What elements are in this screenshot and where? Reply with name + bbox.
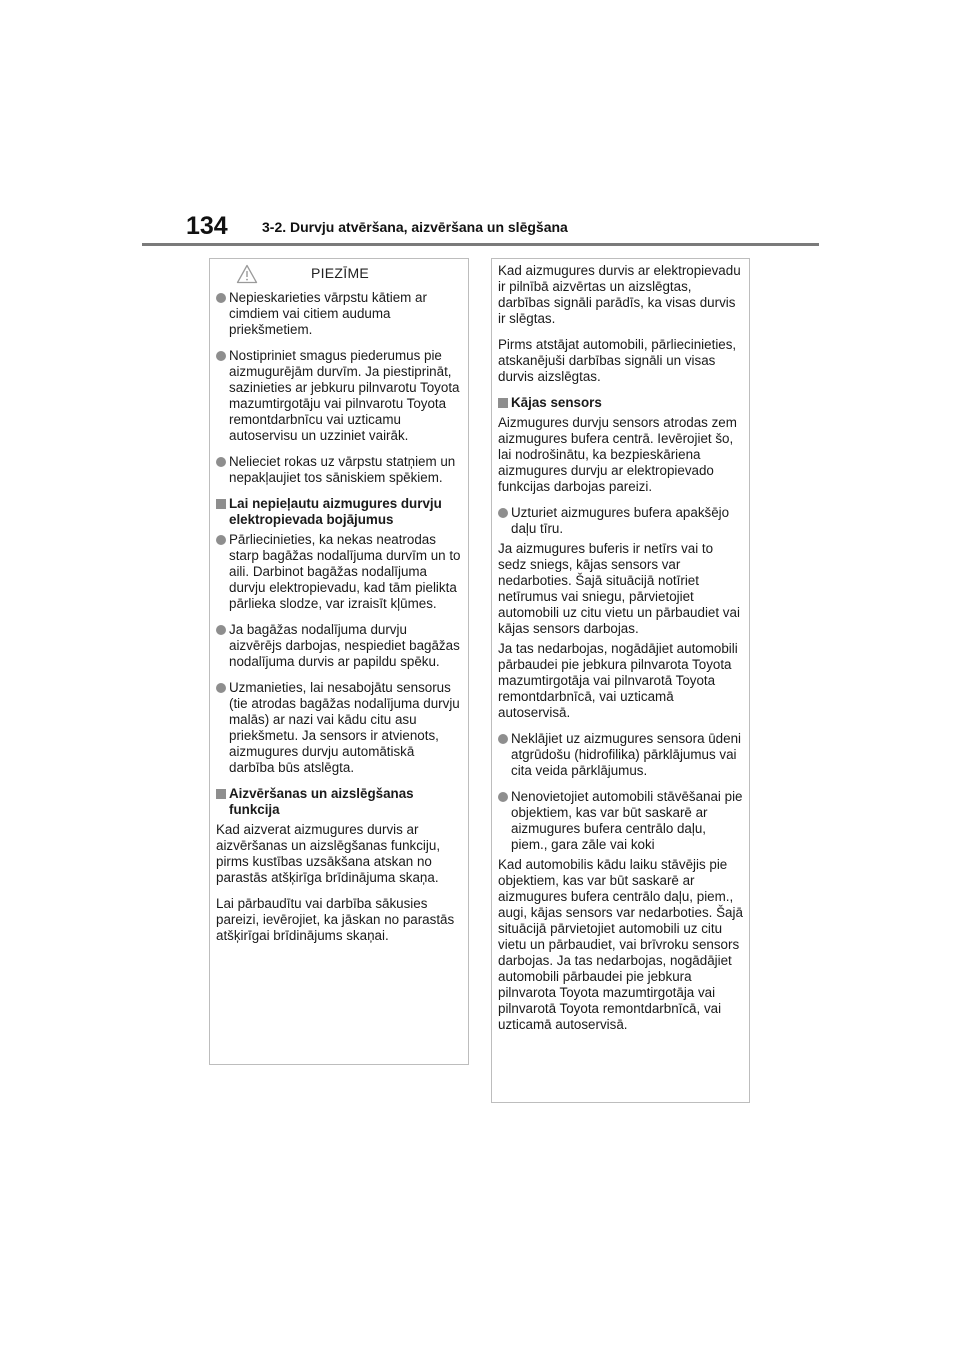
section-title: 3-2. Durvju atvēršana, aizvēršana un slēgšana xyxy=(262,219,568,235)
list-item-text: Neklājiet uz aizmugures sensora ūdeni atgrūdošu (hidrofilika) pārklājumus vai cita veida pārklājumus. xyxy=(511,731,741,778)
list-item-text: Ja bagāžas nodalījuma durvju aizvērējs darbojas, nespiediet bagāžas nodalījuma durvis ar papildu spēku. xyxy=(229,622,460,669)
bullet-square-icon xyxy=(498,398,508,408)
list-item xyxy=(216,680,462,776)
bullet-square-icon xyxy=(216,499,226,509)
bullet-dot-icon xyxy=(498,792,508,802)
bullet-dot-icon xyxy=(498,508,508,518)
subsection-heading-text: Aizvēršanas un aizslēgšanas funkcija xyxy=(229,786,414,817)
list-item xyxy=(216,348,462,444)
list-item-text: Pārliecinieties, ka nekas neatrodas starp bagāžas nodalījuma durvīm un to aili. Darbinot bagāžas nodalījuma durvju elektropievadu, kad tām pielikta pārlieka slodze, var izraisīt kļūmes. xyxy=(229,532,461,611)
subsection-heading xyxy=(498,395,743,411)
list-item-text: Uzmanieties, lai nesabojātu sensorus (tie atrodas bagāžas nodalījuma durvju malās) ar nazi vai kādu citu asu priekšmetu. Ja sensors ir atvienots, aizmugures durvju automātiskā darbība būs atslēgta. xyxy=(229,680,460,775)
subsection-heading xyxy=(216,786,462,818)
notice-box-right xyxy=(491,258,750,1103)
list-item xyxy=(498,789,743,853)
list-item-text: Nepieskarieties vārpstu kātiem ar cimdiem vai citiem auduma priekšmetiem. xyxy=(229,290,427,337)
bullet-square-icon xyxy=(216,789,226,799)
bullet-dot-icon xyxy=(216,535,226,545)
list-item xyxy=(498,505,743,537)
paragraph: Lai pārbaudītu vai darbība sākusies pareizi, ievērojiet, ka jāskan no parastās atšķirīgai brīdinājums skaņai. xyxy=(216,896,455,943)
list-item xyxy=(216,532,462,612)
notice-heading xyxy=(222,262,458,284)
notice-label: PIEZĪME xyxy=(310,265,370,281)
page-number: 134 xyxy=(186,212,228,240)
list-item xyxy=(216,454,462,486)
subsection-heading-text: Kājas sensors xyxy=(511,395,602,410)
list-item-text: Uzturiet aizmugures bufera apakšējo daļu tīru. xyxy=(511,505,730,536)
list-item-text: Nelieciet rokas uz vārpstu statņiem un nepakļaujiet tos sāniskiem spēkiem. xyxy=(229,454,456,485)
header-rule xyxy=(142,243,819,246)
paragraph: Ja tas nedarbojas, nogādājiet automobili pārbaudei pie jebkura pilnvarota Toyota mazumtirgotāja vai pilnvarotā Toyota remontdarbnīcā, vai uzticamā autoservisā. xyxy=(498,641,738,720)
bullet-dot-icon xyxy=(216,683,226,693)
list-item xyxy=(216,290,462,338)
list-item xyxy=(498,731,743,779)
paragraph: Kad aizverat aizmugures durvis ar aizvēršanas un aizslēgšanas funkciju, pirms kustības uzsākšana atskan no parastās atšķirīga brīdinājuma skaņa. xyxy=(216,822,441,885)
list-item-text: Nenovietojiet automobili stāvēšanai pie objektiem, kas var būt saskarē ar aizmugures bufera centrālo daļu, piem., gara zāle vai koki xyxy=(511,789,743,852)
subsection-heading-text: Lai nepieļautu aizmugures durvju elektropievada bojājumus xyxy=(229,496,442,527)
paragraph: Aizmugures durvju sensors atrodas zem aizmugures bufera centrā. Ievērojiet šo, lai nodrošinātu, ka bezpieskāriena aizmugures durvju ar elektropievado funkcijas darbojas pareizi. xyxy=(498,415,737,494)
notice-box-left xyxy=(209,258,469,1065)
paragraph: Kad automobilis kādu laiku stāvējis pie objektiem, kas var būt saskarē ar aizmugures bufera centrālo daļu, piem., augi, kājas sensors var nedarboties. Šajā situācijā pārvietojiet automobili uz citu vietu un pārbaudiet, vai brīvroku sensors darbojas. Ja tas nedarbojas, nogādājiet automobili pārbaudei pie jebkura pilnvarota Toyota mazumtirgotāja vai pilnvarotā Toyota remontdarbnīcā, vai uzticamā autoservisā. xyxy=(498,857,743,1032)
bullet-dot-icon xyxy=(216,625,226,635)
bullet-dot-icon xyxy=(216,351,226,361)
paragraph: Ja aizmugures buferis ir netīrs vai to sedz sniegs, kājas sensors var nedarboties. Šajā situācijā notīriet netīrumus vai sniegu, pārvietojiet automobili uz citu vietu un pārbaudiet vai kājas sensors darbojas. xyxy=(498,541,740,636)
subsection-heading xyxy=(216,496,462,528)
bullet-dot-icon xyxy=(216,457,226,467)
bullet-dot-icon xyxy=(216,293,226,303)
paragraph: Kad aizmugures durvis ar elektropievadu ir pilnībā aizvērtas un aizslēgtas, darbības signāli parādīs, ka visas durvis ir slēgtas. xyxy=(498,263,741,326)
list-item-text: Nostipriniet smagus piederumus pie aizmugurējām durvīm. Ja piestiprināt, sazinieties ar jebkuru pilnvarotu Toyota mazumtirgotāju vai pilnvarotu Toyota remontdarbnīcu vai uzticamu autoservisu un uzziniet vairāk. xyxy=(229,348,460,443)
paragraph: Pirms atstājat automobili, pārliecinieties, atskanējuši darbības signāli un visas durvis aizslēgtas. xyxy=(498,337,737,384)
bullet-dot-icon xyxy=(498,734,508,744)
list-item xyxy=(216,622,462,670)
